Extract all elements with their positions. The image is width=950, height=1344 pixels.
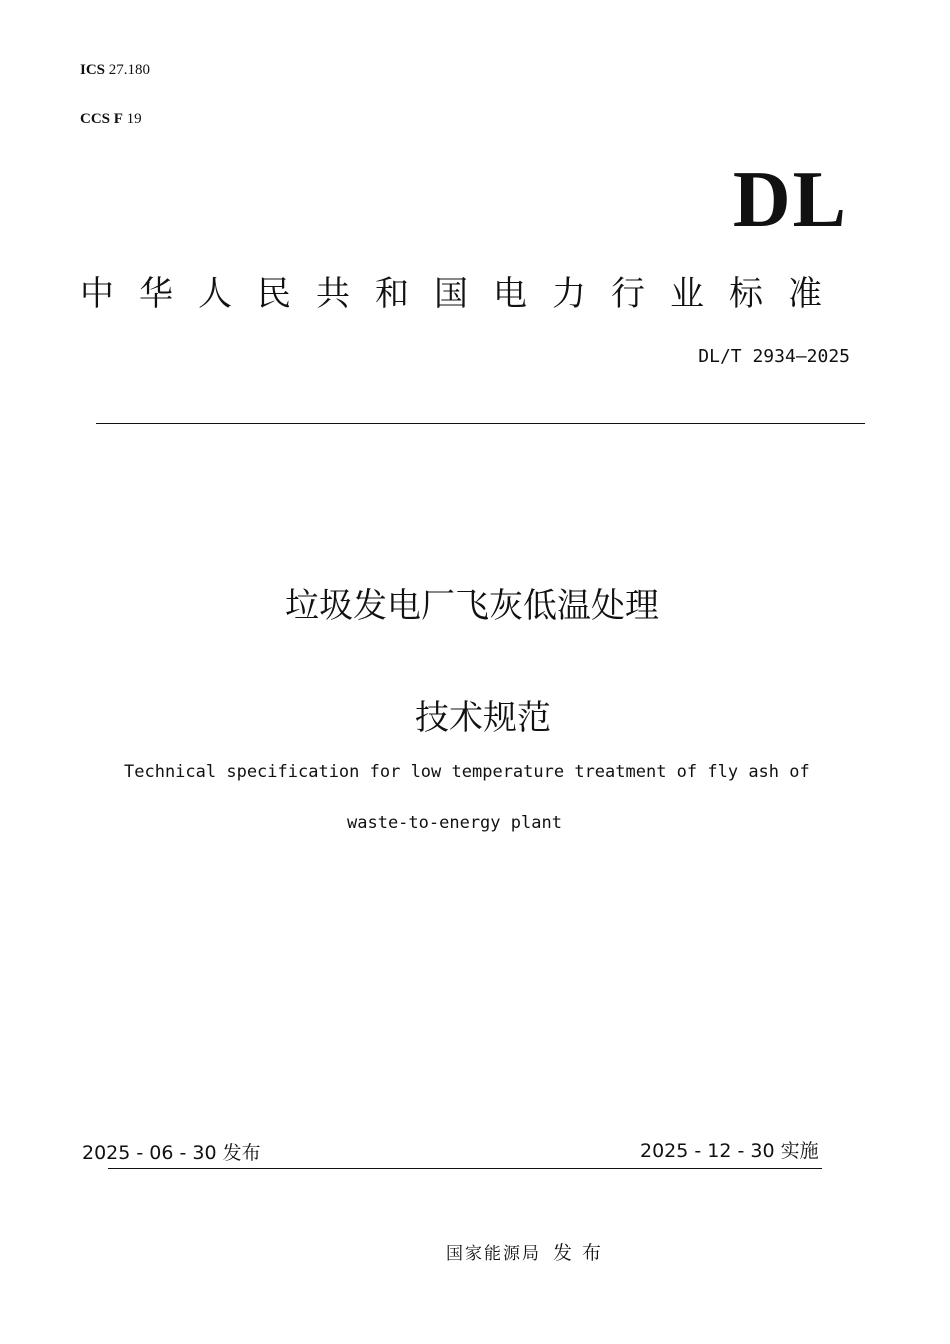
standard-number: DL/T 2934—2025: [698, 346, 850, 367]
bottom-divider: [108, 1168, 822, 1169]
ics-code: [80, 62, 150, 79]
ccs-value: 19: [126, 111, 142, 127]
title-chinese-line-1: 垃圾发电厂飞灰低温处理: [285, 586, 659, 626]
title-chinese-line-2: 技术规范: [415, 698, 551, 738]
title-english-line-1: Technical specification for low temperature treatment of fly ash of: [124, 762, 810, 782]
ccs-code: [80, 111, 142, 128]
ics-value: 27.180: [108, 62, 151, 78]
implementation-date: 2025 - 12 - 30 实施: [640, 1140, 819, 1162]
ccs-label: CCS F: [80, 111, 123, 127]
publisher-line: [446, 1238, 611, 1265]
title-english-line-2: waste-to-energy plant: [347, 813, 562, 833]
publisher-name: 国家能源局: [446, 1244, 541, 1264]
issue-date: 2025 - 06 - 30 发布: [82, 1142, 261, 1164]
dl-logo: DL: [732, 156, 848, 244]
top-divider: [96, 423, 865, 424]
standard-category-name: 中华人民共和国电力行业标准: [80, 274, 847, 314]
ics-label: ICS: [80, 62, 106, 78]
publisher-action: 发布: [553, 1242, 612, 1264]
